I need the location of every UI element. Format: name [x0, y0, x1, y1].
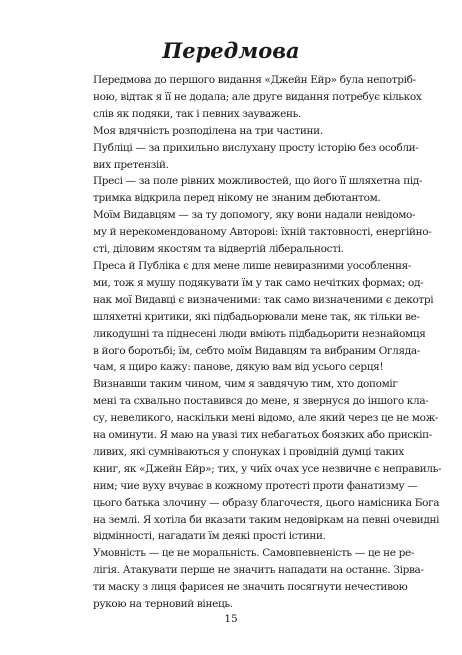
- text-line: лігія. Атакувати перше не значить нападати на останнє. Зірва-: [93, 564, 424, 577]
- text-line: Умовність — це не моральність. Самовпевненість — це не ре-: [93, 547, 415, 560]
- page-number: 15: [224, 613, 238, 625]
- text-line: на оминути. Я маю на увазі тих небагатьох боязких або прискіп-: [93, 429, 432, 442]
- text-line: відмінності, нагадати їм деякі прості істини.: [93, 530, 326, 543]
- body-text: [77, 72, 442, 613]
- text-line: шляхетні критики, які підбадьорювали мене так, як тільки ве-: [93, 310, 420, 323]
- text-line: на землі. Я хотіла би вказати таким недовіркам на певні очевидні: [93, 513, 440, 526]
- text-line: цього батька злочину — образу благочестя, цього намісника Бога: [93, 496, 440, 509]
- text-line: ми, тож я мушу подякувати їм у так само нечітких формах; од-: [93, 276, 424, 289]
- text-line: нак мої Видавці є визначеними: так само визначеними є декотрі: [93, 293, 434, 306]
- text-line: Публіці — за прихильно вислухану просту історію без особли-: [93, 141, 419, 154]
- text-line: вих претензій.: [93, 158, 169, 171]
- text-line: Передмова до першого видання «Джейн Ейр» була непотріб-: [93, 74, 416, 86]
- text-line: му й нерекомендованому Авторові: їхній тактовності, енергійно-: [93, 226, 432, 239]
- text-line: Моїм Видавцям — за ту допомогу, яку вони надали невідомо-: [93, 209, 416, 222]
- paragraph: [77, 123, 383, 140]
- page-title: Передмова: [162, 38, 300, 63]
- paragraph: [77, 545, 424, 613]
- text-line: ликодушні та піднесені люди вміють підбадьорити незнайомця: [93, 327, 426, 340]
- text-line: Моя вдячність розподілена на три частини.: [93, 124, 323, 137]
- text-line: книг, як «Джейн Ейр»; тих, у чиїх очах усе незвичне є неправиль-: [93, 462, 442, 475]
- text-line: ною, відтак я її не додала; але друге видання потребує кількох: [93, 90, 422, 103]
- text-line: тримка відкрила перед нікому не знаним дебютантом.: [93, 192, 381, 205]
- paragraph: [77, 140, 419, 174]
- text-line: рукою на терновий вінець.: [93, 598, 233, 611]
- text-line: мені та схвально поставився до мене, я звернуся до іншого кла-: [93, 395, 429, 408]
- text-line: в його боротьбі; їм, себто моїм Видавцям та вибраним Огляда-: [93, 344, 420, 357]
- text-line: сті, діловим якостям та відвертій ліберальності.: [93, 243, 344, 256]
- paragraph: [77, 258, 434, 376]
- paragraph: [77, 376, 442, 545]
- text-line: слів як подяки, так і певних зауважень.: [93, 107, 301, 120]
- text-line: ливих, які сумніваються у спонуках і провідній думці таких: [93, 445, 404, 458]
- text-line: Визнавши таким чином, чим я завдячую тим, хто допоміг: [93, 378, 398, 391]
- paragraph: [77, 72, 422, 123]
- text-line: ним; чие вуху вчуває в кожному протесті проти фанатизму —: [93, 479, 418, 492]
- text-line: ти маску з лиця фарисея не значить посягнути нечестивою: [93, 581, 408, 594]
- paragraph: [77, 173, 423, 207]
- text-line: су, невеликого, наскільки мені відомо, але який через це не мож-: [93, 412, 439, 425]
- paragraph: [77, 207, 432, 258]
- text-line: чам, я щиро кажу: панове, дякую вам від усього серця!: [93, 361, 384, 374]
- text-line: Пресі — за поле рівних можливостей, що його її шляхетна під-: [93, 175, 423, 188]
- text-line: Преса й Публіка є для мене лише невиразними уособлення-: [93, 259, 412, 272]
